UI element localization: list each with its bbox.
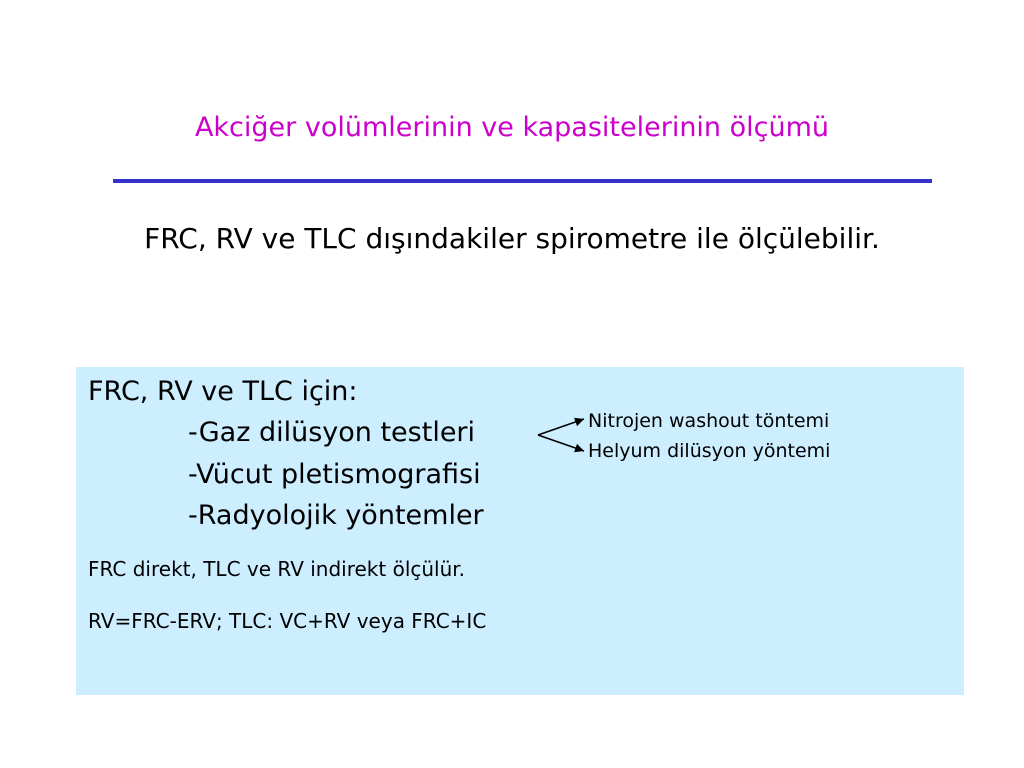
method-item-body-plethysmography: -Vücut pletismografisi <box>188 459 481 490</box>
arrow-to-nitrogen <box>538 419 584 435</box>
slide-title: Akciğer volümlerinin ve kapasitelerinin ölçümü <box>194 112 830 143</box>
branch-arrows-icon <box>530 410 590 460</box>
note-direct-indirect: FRC direkt, TLC ve RV indirekt ölçülür. <box>88 557 466 581</box>
box-heading: FRC, RV ve TLC için: <box>88 376 358 407</box>
measurement-methods-box <box>76 367 964 695</box>
title-divider <box>113 179 932 183</box>
gas-method-nitrogen-washout: Nitrojen washout töntemi <box>588 410 830 432</box>
arrow-to-helium <box>538 435 584 451</box>
method-item-radiologic: -Radyolojik yöntemler <box>188 500 484 531</box>
method-item-gas-dilution: -Gaz dilüsyon testleri <box>188 417 476 448</box>
note-formula: RV=FRC-ERV; TLC: VC+RV veya FRC+IC <box>88 609 487 633</box>
gas-method-helium-dilution: Helyum dilüsyon yöntemi <box>588 440 831 462</box>
slide-subtitle: FRC, RV ve TLC dışındakiler spirometre ile ölçülebilir. <box>144 222 880 255</box>
